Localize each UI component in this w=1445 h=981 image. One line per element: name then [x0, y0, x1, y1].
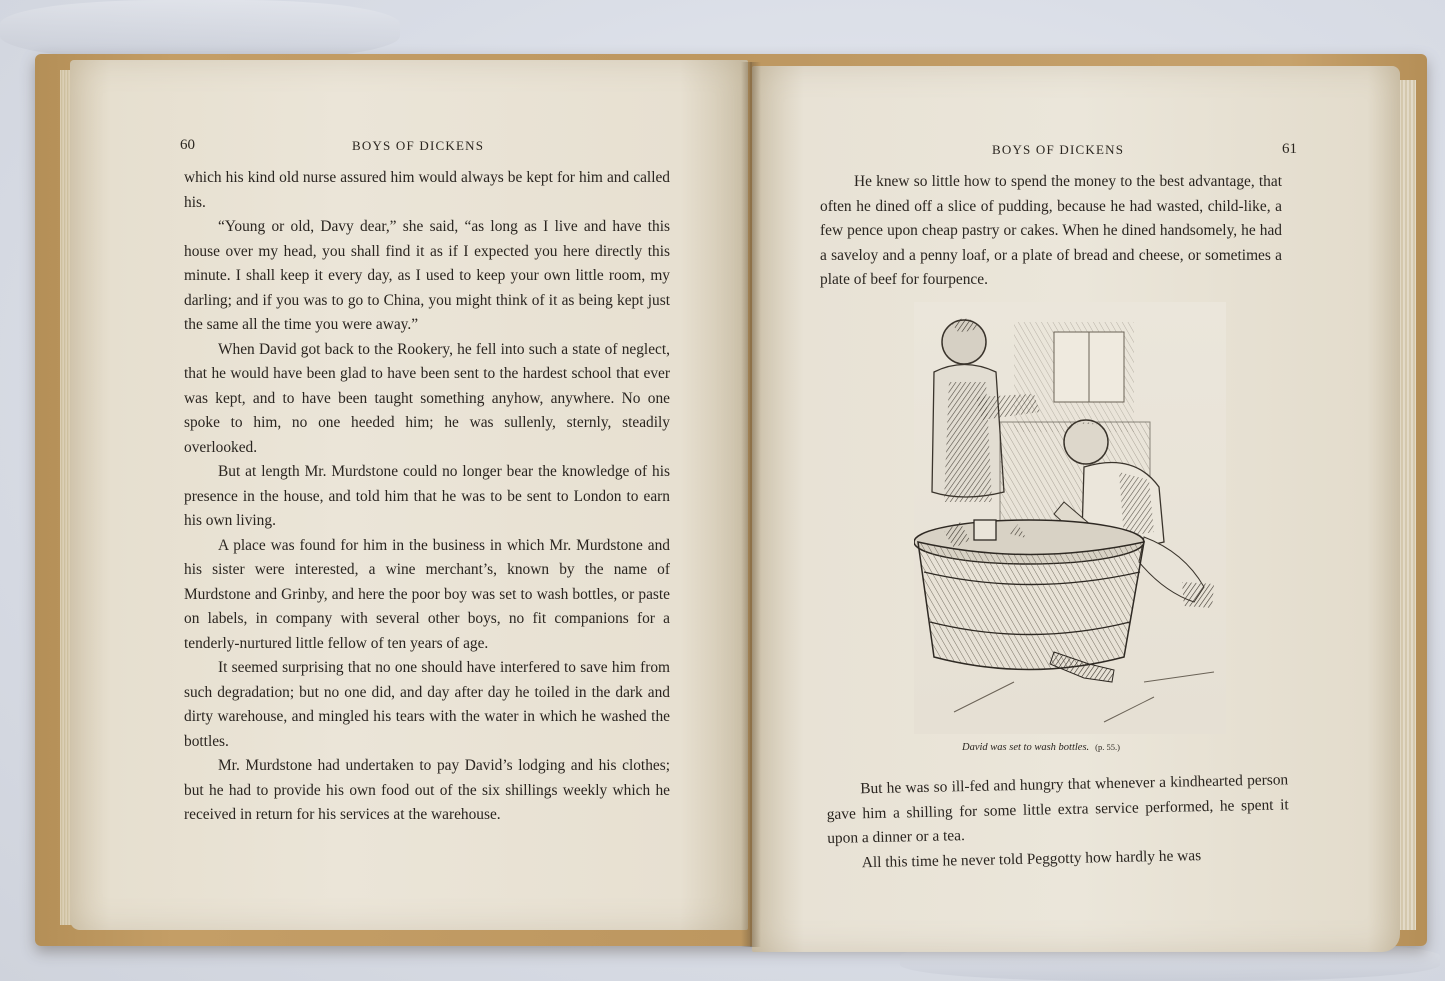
caption-page-ref: (p. 55.) — [1095, 742, 1120, 752]
right-page-top-text — [820, 170, 1282, 293]
paragraph: He knew so little how to spend the money to the best advantage, that often he dined off a slice of pudding, because he had wasted, child-like, a few pence upon cheap pastry or cakes. When he dined handsomely, he had a saveloy and a penny loaf, or a plate of bread and cheese, or sometimes a plate of beef for fourpence. — [820, 173, 1282, 288]
left-running-head: BOYS OF DICKENS — [352, 138, 485, 153]
paragraph: But he was so ill-fed and hungry that whenever a kindhearted person gave him a shilling for some little extra service performed, he spent it upon a dinner or a tea. — [826, 771, 1289, 847]
right-page-number: 61 — [1282, 141, 1297, 157]
paragraph: When David got back to the Rookery, he fell into such a state of neglect, that he would have been glad to have been sent to the hardest school that ever was kept, and to have been taught something anyhow, anywhere. No one spoke to him, no one heeded him; he was sullenly, sternly, steadily overlooked. — [184, 340, 670, 456]
illustration-drawing — [914, 302, 1226, 734]
paragraph: “Young or old, Davy dear,” she said, “as long as I live and have this house over my head, you shall find it as if I expected you here directly this minute. I shall keep it every day, as I used to keep your own little room, my darling; and if you was to go to China, you might think of it as being kept just the same all the time you were away.” — [184, 218, 670, 333]
left-page — [70, 60, 748, 930]
right-running-head: BOYS OF DICKENS — [992, 142, 1125, 157]
paragraph: which his kind old nurse assured him would always be kept for him and called his. — [184, 169, 670, 211]
paragraph: It seemed surprising that no one should have interfered to save him from such degradation; but no one did, and day after day he toiled in the dark and dirty warehouse, and mingled his tears with the water in which he washed the bottles. — [184, 659, 670, 750]
paragraph: All this time he never told Peggotty how hardly he was — [861, 846, 1202, 871]
book-gutter — [741, 62, 761, 947]
caption-text: David was set to wash bottles. — [962, 742, 1090, 753]
right-page-bottom-text — [826, 768, 1290, 876]
left-page-text — [184, 166, 670, 828]
illustration-boys-washing-bottles — [914, 302, 1226, 734]
left-page-number: 60 — [180, 137, 195, 153]
cloth-fold — [0, 0, 400, 60]
paragraph: But at length Mr. Murdstone could no longer bear the knowledge of his presence in the house, and told him that he was to be sent to London to earn his own living. — [184, 463, 670, 529]
illustration-caption — [962, 742, 1120, 753]
paragraph: A place was found for him in the business in which Mr. Murdstone and his sister were interested, a wine merchant’s, known by the name of Murdstone and Grinby, and here the poor boy was set to wash bottles, or paste on labels, in company with several other boys, no fit companions for a tenderly-nurtured little fellow of ten years of age. — [184, 536, 670, 652]
paragraph: Mr. Murdstone had undertaken to pay David’s lodging and his clothes; but he had to provide his own food out of the six shillings weekly which he received in return for his services at the warehouse. — [184, 757, 670, 823]
